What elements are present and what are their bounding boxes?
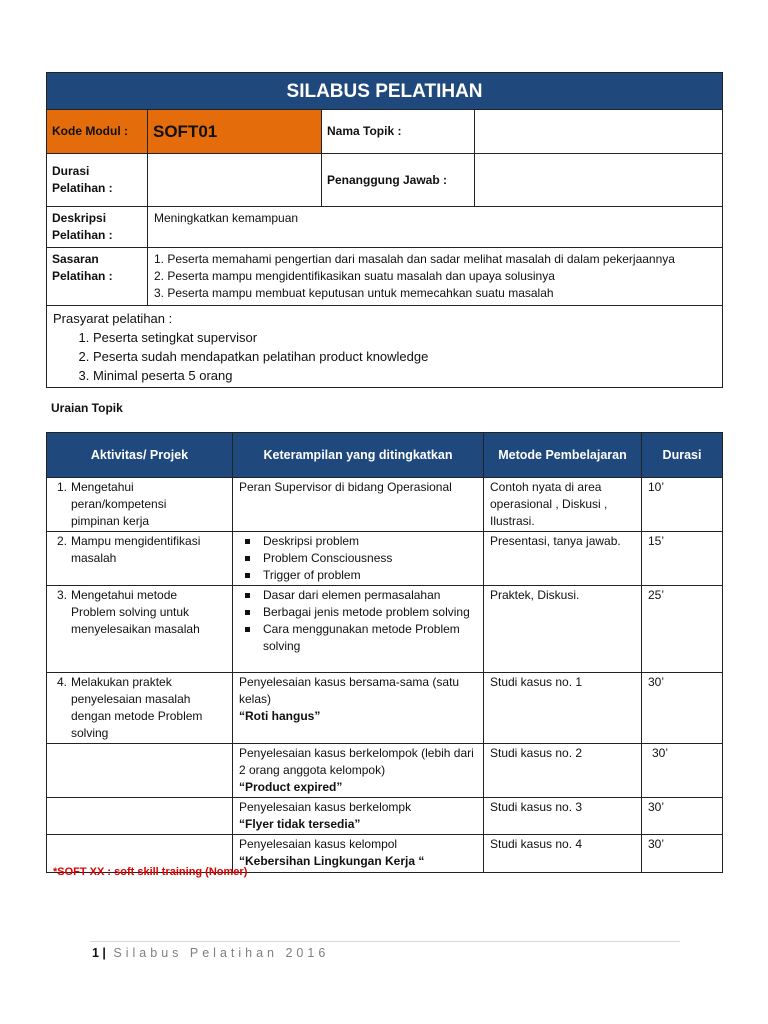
sasaran-item: 3. Peserta mampu membuat keputusan untuk memecahkan suatu masalah [154, 286, 554, 300]
skill-text: Penyelesaian kasus berkelompk [239, 800, 412, 814]
syllabus-title: SILABUS PELATIHAN [47, 73, 723, 110]
prasyarat-item: 1. Peserta setingkat supervisor [93, 328, 716, 347]
activity-text: Mampu mengidentifikasi masalah [71, 534, 201, 565]
activity-number: 1. [56, 480, 67, 494]
durasi-cell: 30’ [642, 835, 723, 873]
table-row [47, 744, 723, 798]
activity-cell [47, 798, 233, 835]
sasaran-item: 1. Peserta memahami pengertian dari masalah dan sadar melihat masalah di dalam pekerjaannya [154, 252, 675, 266]
case-title: “Roti hangus” [239, 709, 321, 723]
column-header: Aktivitas/ Projek [47, 433, 233, 478]
penanggung-jawab-label: Penanggung Jawab : [322, 154, 475, 207]
prasyarat-section [47, 306, 723, 388]
skill-item: Trigger of problem [239, 567, 477, 584]
sasaran-list [148, 248, 723, 306]
activity-cell [47, 744, 233, 798]
durasi-cell: 30’ [642, 798, 723, 835]
topic-table [46, 432, 723, 873]
skill-text: Penyelesaian kasus berkelompok (lebih dari 2 orang anggota kelompok) [239, 746, 474, 777]
durasi-value [148, 154, 322, 207]
durasi-cell: 25’ [642, 586, 723, 673]
durasi-cell: 10’ [642, 478, 723, 532]
nama-topik-value [475, 110, 723, 154]
penanggung-jawab-value [475, 154, 723, 207]
skill-cell [233, 744, 484, 798]
activity-cell [47, 673, 233, 744]
table-row [47, 673, 723, 744]
footer-divider [90, 941, 680, 942]
skill-text: Penyelesaian kasus bersama-sama (satu kelas) [239, 675, 460, 706]
table-row [47, 478, 723, 532]
durasi-cell: 15’ [642, 532, 723, 586]
skill-item: Cara menggunakan metode Problem solving [239, 621, 477, 655]
syllabus-header-table [46, 72, 723, 388]
activity-cell [47, 586, 233, 673]
activity-text: Melakukan praktek penyelesaian masalah dengan metode Problem solving [71, 675, 203, 740]
column-header: Durasi [642, 433, 723, 478]
prasyarat-list [53, 328, 716, 385]
skill-cell [233, 532, 484, 586]
section-title: Uraian Topik [51, 401, 123, 415]
deskripsi-value: Meningkatkan kemampuan [148, 207, 723, 248]
column-header: Keterampilan yang ditingkatkan [233, 433, 484, 478]
activity-number: 3. [56, 588, 67, 602]
skill-cell: Peran Supervisor di bidang Operasional [233, 478, 484, 532]
deskripsi-label: Deskripsi Pelatihan : [47, 207, 148, 248]
metode-cell: Studi kasus no. 3 [484, 798, 642, 835]
metode-cell: Studi kasus no. 2 [484, 744, 642, 798]
durasi-cell: 30’ [642, 744, 723, 798]
case-title: “Flyer tidak tersedia” [239, 817, 361, 831]
skill-cell [233, 673, 484, 744]
prasyarat-item: 3. Minimal peserta 5 orang [93, 366, 716, 385]
metode-cell: Presentasi, tanya jawab. [484, 532, 642, 586]
skill-cell [233, 586, 484, 673]
footer-doc-title: Silabus Pelatihan 2016 [105, 946, 330, 960]
skill-text: Penyelesaian kasus kelompol [239, 837, 398, 851]
kode-modul-label: Kode Modul : [47, 110, 148, 154]
metode-cell: Praktek, Diskusi. [484, 586, 642, 673]
column-header: Metode Pembelajaran [484, 433, 642, 478]
case-title: “Kebersihan Lingkungan Kerja “ [239, 854, 425, 868]
nama-topik-label: Nama Topik : [322, 110, 475, 154]
skill-list [239, 533, 477, 584]
skill-item: Problem Consciousness [239, 550, 477, 567]
activity-text: Mengetahui metode Problem solving untuk menyelesaikan masalah [71, 588, 200, 636]
metode-cell: Contoh nyata di area operasional , Diskusi , Ilustrasi. [484, 478, 642, 532]
table-row [47, 798, 723, 835]
case-title: “Product expired” [239, 780, 343, 794]
skill-item: Deskripsi problem [239, 533, 477, 550]
activity-cell [47, 532, 233, 586]
skill-list [239, 587, 477, 655]
activity-number: 4. [56, 675, 67, 689]
metode-cell: Studi kasus no. 4 [484, 835, 642, 873]
page-number: 1 | [92, 946, 106, 960]
activity-number: 2. [56, 534, 67, 548]
sasaran-item: 2. Peserta mampu mengidentifikasikan suatu masalah dan upaya solusinya [154, 269, 555, 283]
durasi-cell: 30’ [642, 673, 723, 744]
prasyarat-label: Prasyarat pelatihan : [53, 311, 173, 326]
durasi-label: Durasi Pelatihan : [47, 154, 148, 207]
table-row [47, 586, 723, 673]
page-footer [92, 946, 329, 960]
skill-cell [233, 798, 484, 835]
metode-cell: Studi kasus no. 1 [484, 673, 642, 744]
table-row [47, 532, 723, 586]
prasyarat-item: 2. Peserta sudah mendapatkan pelatihan product knowledge [93, 347, 716, 366]
skill-item: Dasar dari elemen permasalahan [239, 587, 477, 604]
skill-item: Berbagai jenis metode problem solving [239, 604, 477, 621]
footnote: *SOFT XX : soft skill training (Nomer) [53, 866, 248, 878]
activity-cell [47, 478, 233, 532]
activity-text: Mengetahui peran/kompetensi pimpinan kerja [71, 480, 167, 528]
sasaran-label: Sasaran Pelatihan : [47, 248, 148, 306]
kode-modul-value: SOFT01 [148, 110, 322, 154]
skill-cell [233, 835, 484, 873]
